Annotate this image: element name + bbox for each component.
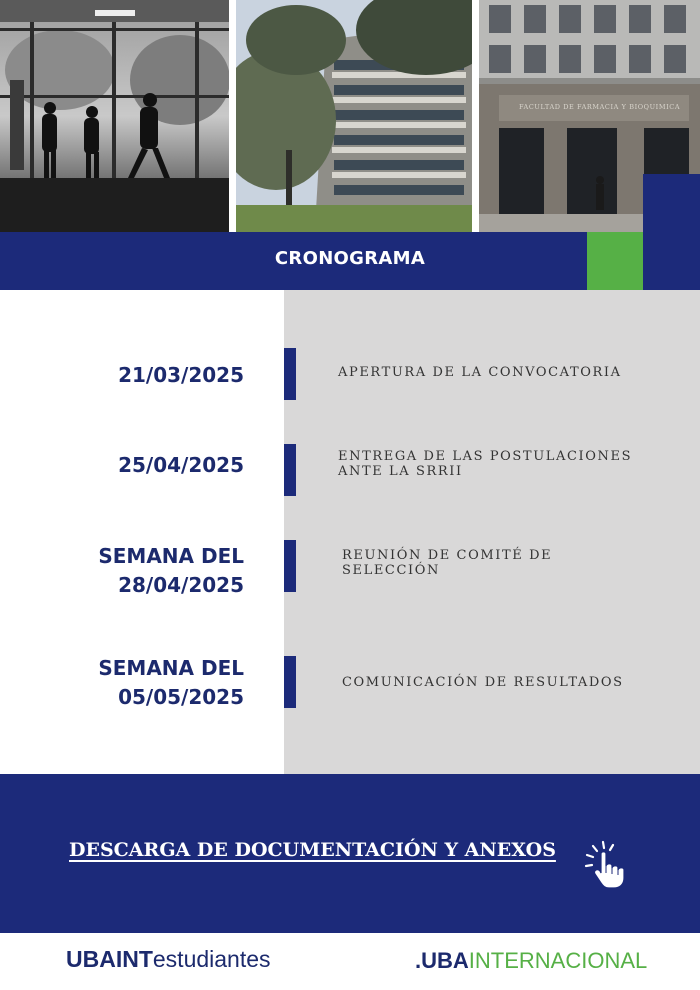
schedule-event: COMUNICACIÓN DE RESULTADOS [342,675,624,690]
photo-faculty-building [236,0,472,232]
schedule-date: SEMANA DEL 05/05/2025 [98,656,244,709]
page-title: CRONOGRAMA [274,248,426,269]
logo-right-dot: . [415,948,422,973]
uba-internacional-logo [415,948,647,974]
photo-strip [0,0,700,232]
logo-right-uba: UBA [421,948,469,973]
ubaint-estudiantes-logo [66,946,271,973]
schedule-divider-bar [284,540,296,592]
schedule-divider-bar [284,348,296,400]
schedule-event: ENTREGA DE LAS POSTULACIONES ANTE LA SRRII [338,449,633,479]
schedule-event: REUNIÓN DE COMITÉ DE SELECCIÓN [342,548,553,578]
schedule-divider-bar [284,656,296,708]
schedule-event: APERTURA DE LA CONVOCATORIA [338,365,622,380]
schedule-date: 21/03/2025 [118,363,244,387]
logo-left-rest: estudiantes [152,946,271,972]
schedule-date: SEMANA DEL 28/04/2025 [98,544,244,597]
facade-sign-text: FACULTAD DE FARMACIA Y BIOQUIMICA [519,103,681,111]
logo-right-rest: INTERNACIONAL [468,948,648,973]
download-documents-link[interactable]: DESCARGA DE DOCUMENTACIÓN Y ANEXOS [69,839,556,861]
logo-left-bold: UBAINT [66,946,153,972]
hand-pointer-icon [583,840,635,890]
schedule-section [0,290,700,774]
navy-accent-square [643,174,700,290]
photo-students-hall [0,0,229,232]
schedule-events-panel [284,290,700,774]
schedule-date: 25/04/2025 [118,453,244,477]
schedule-divider-bar [284,444,296,496]
